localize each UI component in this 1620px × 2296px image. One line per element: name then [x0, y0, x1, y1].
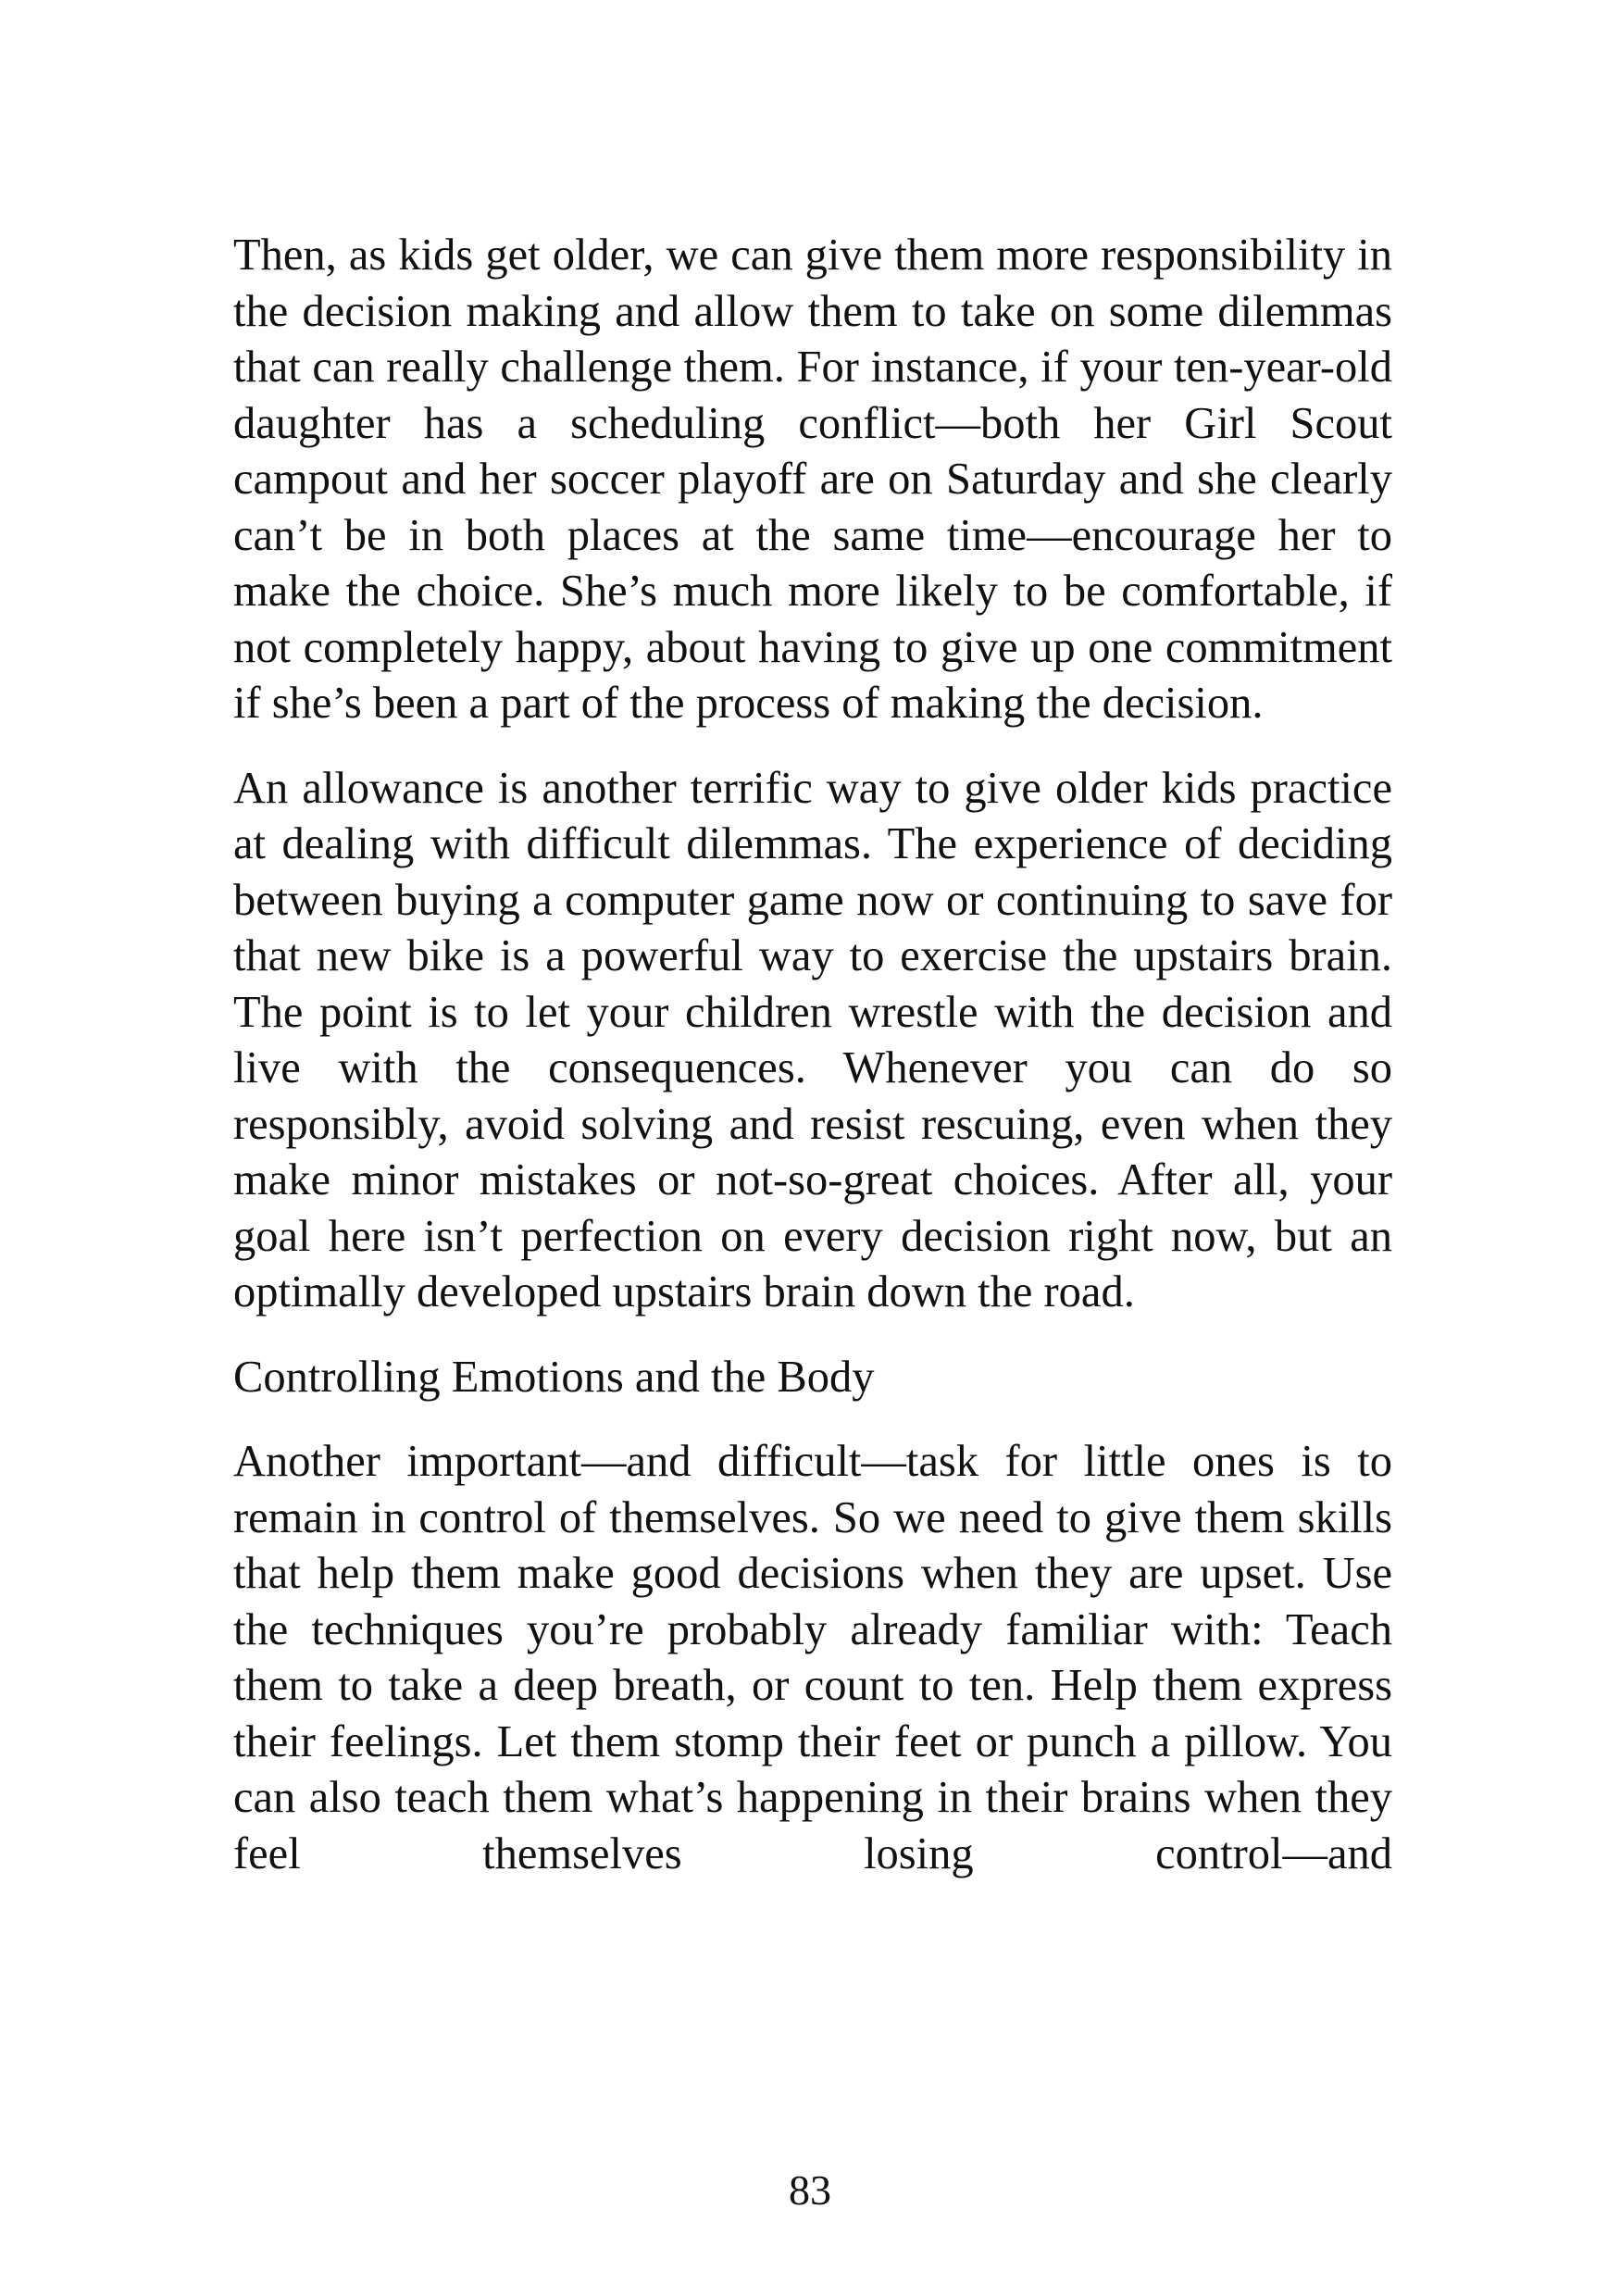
paragraph-allowance: An allowance is another terrific way to give older kids practice at dealing with difficult dilemmas. The experience of deciding between buying a computer game now or continuing to save for that new bike is a powerful way to exercise the upstairs brain. The point is to let your children wrestle with the decision and live with the consequences. Whenever you can do so responsibly, avoid solving and resist rescuing, even when they make minor mistakes or not-so-great choices. After all, your goal here isn’t perfection on every decision right now, but an optimally developed upstairs brain down the road.	[233, 763, 1392, 1316]
page-number: 83	[789, 2166, 831, 2214]
paragraph-decision-making: Then, as kids get older, we can give them more responsibility in the decision making and allow them to take on some dilemmas that can really challenge them. For instance, if your ten-year-old daughter has a scheduling conflict—both her Girl Scout campout and her soccer playoff are on Saturday and she clearly can’t be in both places at the same time—encourage her to make the choice. She’s much more likely to be comfortable, if not completely happy, about having to give up one commitment if she’s been a part of the process of making the decision.	[233, 231, 1392, 728]
body-text	[233, 228, 1392, 1882]
paragraph-controlling-emotions: Another important—and difficult—task for little ones is to remain in control of themselves. So we need to give them skills that help them make good decisions when they are upset. Use the techniques you’re probably already familiar with: Teach them to take a deep breath, or count to ten. Help them express their feelings. Let them stomp their feet or punch a pillow. You can also teach them what’s happening in their brains when they feel themselves losing control—and	[233, 1437, 1392, 1878]
section-heading: Controlling Emotions and the Body	[233, 1352, 875, 1402]
